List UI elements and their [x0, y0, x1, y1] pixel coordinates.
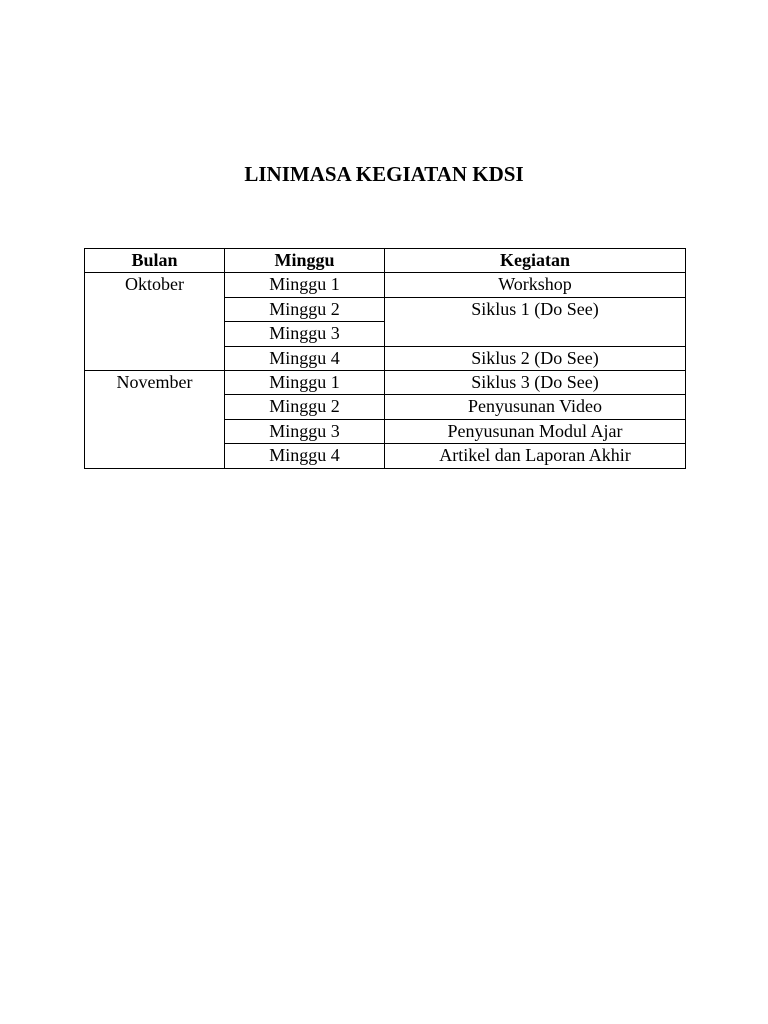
activity-cell: Penyusunan Modul Ajar — [385, 419, 686, 443]
header-minggu: Minggu — [225, 249, 385, 273]
week-cell: Minggu 2 — [225, 395, 385, 419]
month-cell: November — [85, 370, 225, 468]
table-header — [85, 249, 686, 273]
activity-cell: Workshop — [385, 273, 686, 297]
week-cell: Minggu 1 — [225, 370, 385, 394]
activity-cell: Siklus 2 (Do See) — [385, 346, 686, 370]
week-cell: Minggu 1 — [225, 273, 385, 297]
table-row — [85, 370, 686, 394]
table-row — [85, 273, 686, 297]
page-title: LINIMASA KEGIATAN KDSI — [244, 162, 524, 186]
week-cell: Minggu 3 — [225, 322, 385, 346]
month-cell: Oktober — [85, 273, 225, 371]
header-kegiatan: Kegiatan — [385, 249, 686, 273]
week-cell: Minggu 4 — [225, 346, 385, 370]
week-cell: Minggu 3 — [225, 419, 385, 443]
week-cell: Minggu 2 — [225, 297, 385, 321]
activity-cell: Penyusunan Video — [385, 395, 686, 419]
header-bulan: Bulan — [85, 249, 225, 273]
activity-cell: Siklus 3 (Do See) — [385, 370, 686, 394]
table-body — [85, 273, 686, 468]
week-cell: Minggu 4 — [225, 444, 385, 468]
timeline-table — [84, 248, 686, 469]
activity-cell: Artikel dan Laporan Akhir — [385, 444, 686, 468]
activity-cell: Siklus 1 (Do See) — [385, 297, 686, 346]
header-row — [85, 249, 686, 273]
